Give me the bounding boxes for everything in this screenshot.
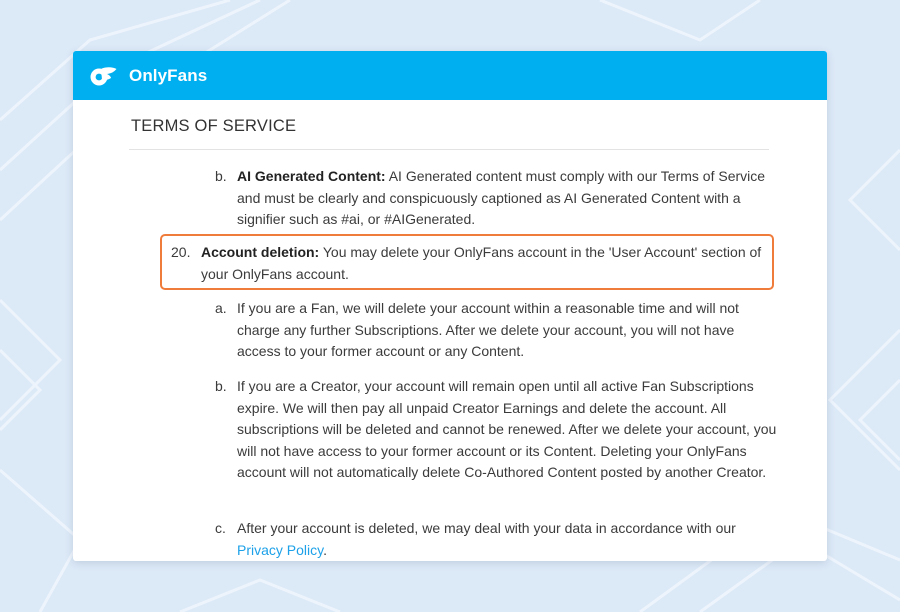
item-marker: c. <box>215 520 226 536</box>
header-bar <box>73 51 827 100</box>
item-text: If you are a Creator, your account will remain open until all active Fan Subscriptions expire. We will then pay all unpaid Creator Earnings and delete the account. All subscriptions will be deleted and cannot be renewed. After we delete your account, you will not have access to your former account or its Content. Deleting your OnlyFans account will not automatically delete Co-Authored Content posted by another Creator. <box>237 378 777 480</box>
item-heading: AI Generated Content: <box>237 168 386 184</box>
privacy-policy-link[interactable]: Privacy Policy <box>237 541 324 558</box>
brand-name[interactable]: OnlyFans <box>129 65 208 85</box>
section-heading: Account deletion: <box>201 244 320 260</box>
item-marker: a. <box>215 300 227 316</box>
item-marker: b. <box>215 168 227 184</box>
onlyfans-logo-icon[interactable] <box>89 65 117 87</box>
title-divider <box>129 149 769 150</box>
section-number: 20. <box>171 244 191 260</box>
terms-card <box>73 51 827 561</box>
item-text: AI Generated Content: AI Generated content must comply with our Terms of Service and must be clearly and conspicuously captioned as AI Generated Content with a signifier such as #ai, or #AIGenerated. <box>237 168 766 227</box>
page-title: TERMS OF SERVICE <box>131 117 297 135</box>
section-text: Account deletion: You may delete your OnlyFans account in the 'User Account' section of your OnlyFans account. <box>201 244 762 282</box>
item-marker: b. <box>215 378 227 394</box>
item-text: If you are a Fan, we will delete your account within a reasonable time and will not charge any further Subscriptions. After we delete your account, you will not have access to your former account or any Content. <box>237 300 739 359</box>
item-text: After your account is deleted, we may deal with your data in accordance with our Privacy Policy. <box>237 520 736 558</box>
